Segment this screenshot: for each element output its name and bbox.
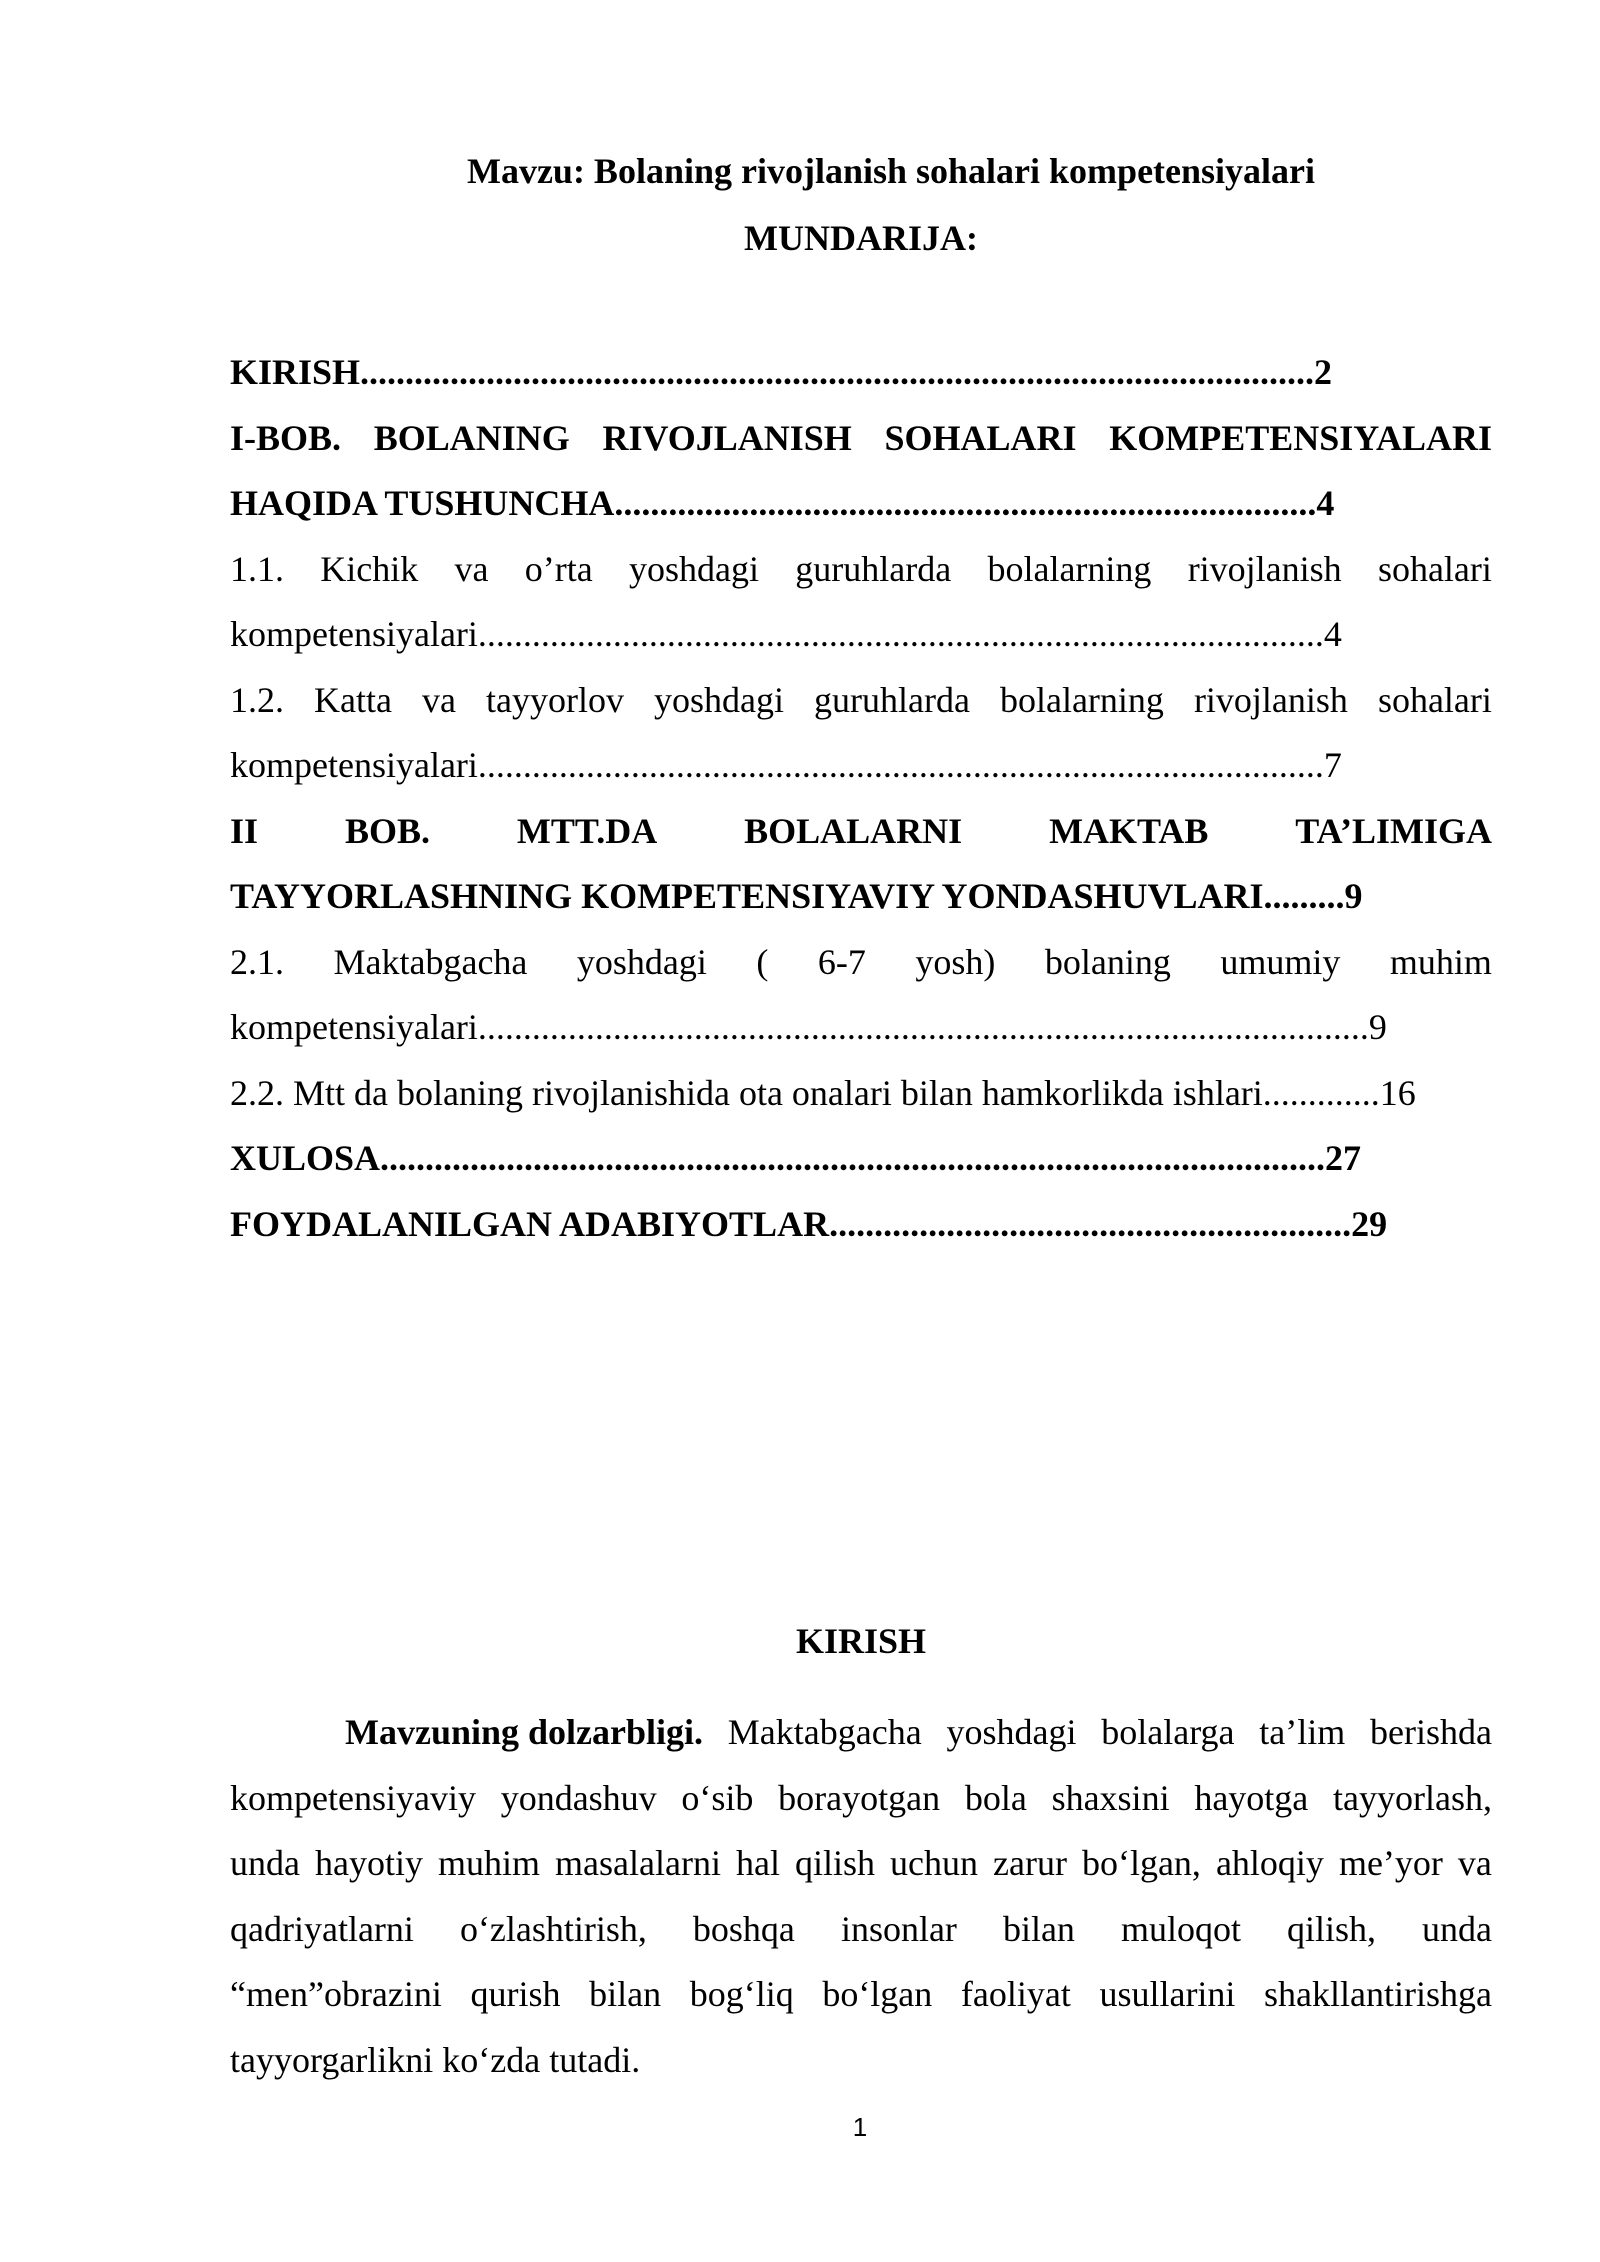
word: qilish, [1286,1908,1376,1949]
word: borayotgan [778,1777,941,1818]
intro-line-5 [230,1962,1492,2028]
toc-entry-xulosa[interactable]: XULOSA.........................................................................................................27 [230,1138,1362,1178]
word: uchun [890,1843,978,1883]
word: tayyorlov [486,679,624,720]
section-heading-kirish: KIRISH [795,1621,927,1661]
word: yoshdagi [946,1712,1077,1752]
word: 6-7 [817,941,866,982]
word: tayyorlash, [1333,1777,1492,1818]
word: hayotiy [315,1843,423,1883]
toc-entry-bob2-line2[interactable]: TAYYORLASHNING KOMPETENSIYAVIY YONDASHUVLARI.........9 [230,876,1363,916]
word: MAKTAB [1049,810,1209,851]
word: guruhlarda [795,548,952,589]
word: ( [756,941,769,982]
word: Kichik [320,548,419,589]
toc-entry-bob1-line1[interactable] [230,406,1492,472]
word: o‘zlashtirish, [459,1908,647,1949]
word: usullarini [1099,1974,1236,2014]
word: MTT.DA [516,810,658,851]
toc-entry-2-2[interactable]: 2.2. Mtt da bolaning rivojlanishida ota onalari bilan hamkorlikda ishlari.............16 [230,1072,1416,1113]
word: sohalari [1377,679,1492,720]
word: “men”obrazini [230,1974,442,2014]
word: sohalari [1377,548,1492,589]
word: ahloqiy [1215,1843,1324,1883]
word: rivojlanish [1187,548,1342,589]
word: va [1457,1843,1492,1883]
word: muhim [438,1843,541,1883]
intro-line-3 [230,1831,1492,1897]
word: o‘sib [681,1777,754,1818]
word: bo‘lgan, [1081,1843,1201,1883]
toc-heading: MUNDARIJA: [744,218,978,258]
word: va [422,679,456,720]
page-number: 1 [852,2112,868,2142]
intro-lead: Mavzuning dolzarbligi. [345,1712,704,1752]
word: BOB. [344,810,430,851]
word: insonlar [840,1908,957,1949]
word: o’rta [524,548,593,589]
word: Maktabgacha [333,941,528,982]
word: SOHALARI [884,417,1077,458]
word: masalalarni [555,1843,721,1883]
word: hayotga [1194,1777,1309,1818]
word: hal [735,1843,780,1883]
document-title: Mavzu: Bolaning rivojlanish sohalari kompetensiyalari [466,151,1316,191]
toc-entry-kirish[interactable]: KIRISH..........................................................................................................2 [230,352,1333,392]
word: 1.1. [230,548,284,589]
word: yondashuv [500,1777,657,1818]
word: umumiy [1220,941,1341,982]
word: va [454,548,489,589]
word: yoshdagi [654,679,784,720]
table-of-contents [230,340,1492,1257]
word: RIVOJLANISH [602,417,852,458]
toc-entry-bob2-line1[interactable] [230,799,1492,865]
word: yoshdagi [629,548,759,589]
toc-entry-1-2-line2[interactable]: kompetensiyalari..............................................................................................7 [230,745,1342,785]
toc-entry-1-2-line1[interactable] [230,668,1492,734]
toc-entry-1-1-line1[interactable] [230,537,1492,603]
word: BOLANING [373,417,570,458]
word: berishda [1370,1712,1492,1752]
word: bolalarga [1101,1712,1235,1752]
word: me’yor [1338,1843,1443,1883]
word: bolaning [1044,941,1171,982]
word: bola [964,1777,1027,1818]
word: Maktabgacha [727,1712,922,1752]
word: 2.1. [230,941,284,982]
word: II [230,810,259,851]
word: bilan [1002,1908,1075,1949]
word: yosh) [915,941,996,982]
word: I-BOB. [230,417,342,458]
word: ta’lim [1259,1712,1346,1752]
word: rivojlanish [1193,679,1348,720]
word: bolalarning [999,679,1164,720]
word: bo‘lgan [822,1974,933,2014]
word: unda [230,1843,300,1883]
word: qadriyatlarni [230,1908,414,1949]
word: bilan [589,1974,662,2014]
word: Katta [314,679,392,720]
intro-line-2 [230,1766,1492,1832]
toc-entry-bob1-line2[interactable]: HAQIDA TUSHUNCHA..............................................................................4 [230,483,1335,523]
word: 1.2. [230,679,284,720]
toc-entry-adabiyotlar[interactable]: FOYDALANILGAN ADABIYOTLAR..........................................................29 [230,1203,1388,1244]
word: TA’LIMIGA [1295,810,1492,851]
word: boshqa [692,1908,795,1949]
word: muhim [1389,941,1492,982]
word: muloqot [1120,1908,1241,1949]
word: bog‘liq [689,1974,794,2014]
word: BOLALARNI [744,810,963,851]
word: unda [1422,1908,1492,1949]
word: qilish [794,1843,875,1883]
toc-entry-1-1-line2[interactable]: kompetensiyalari..............................................................................................4 [230,614,1342,654]
word: guruhlarda [814,679,970,720]
toc-entry-2-1-line1[interactable] [230,930,1492,996]
intro-line-4 [230,1897,1492,1963]
toc-entry-2-1-line2[interactable]: kompetensiyalari...................................................................................................9 [230,1007,1387,1047]
word: bolalarning [987,548,1152,589]
word: faoliyat [960,1974,1071,2014]
word: KOMPETENSIYALARI [1109,417,1492,458]
word: yoshdagi [576,941,707,982]
word: shaxsini [1051,1777,1170,1818]
word: qurish [470,1974,561,2014]
word: shakllantirishga [1264,1974,1492,2014]
intro-line-6: tayyorgarlikni ko‘zda tutadi. [230,2039,641,2080]
intro-paragraph [230,1700,1492,2093]
word: kompetensiyaviy [230,1777,476,1818]
intro-line-1 [230,1700,1492,1766]
word: zarur [993,1843,1067,1883]
